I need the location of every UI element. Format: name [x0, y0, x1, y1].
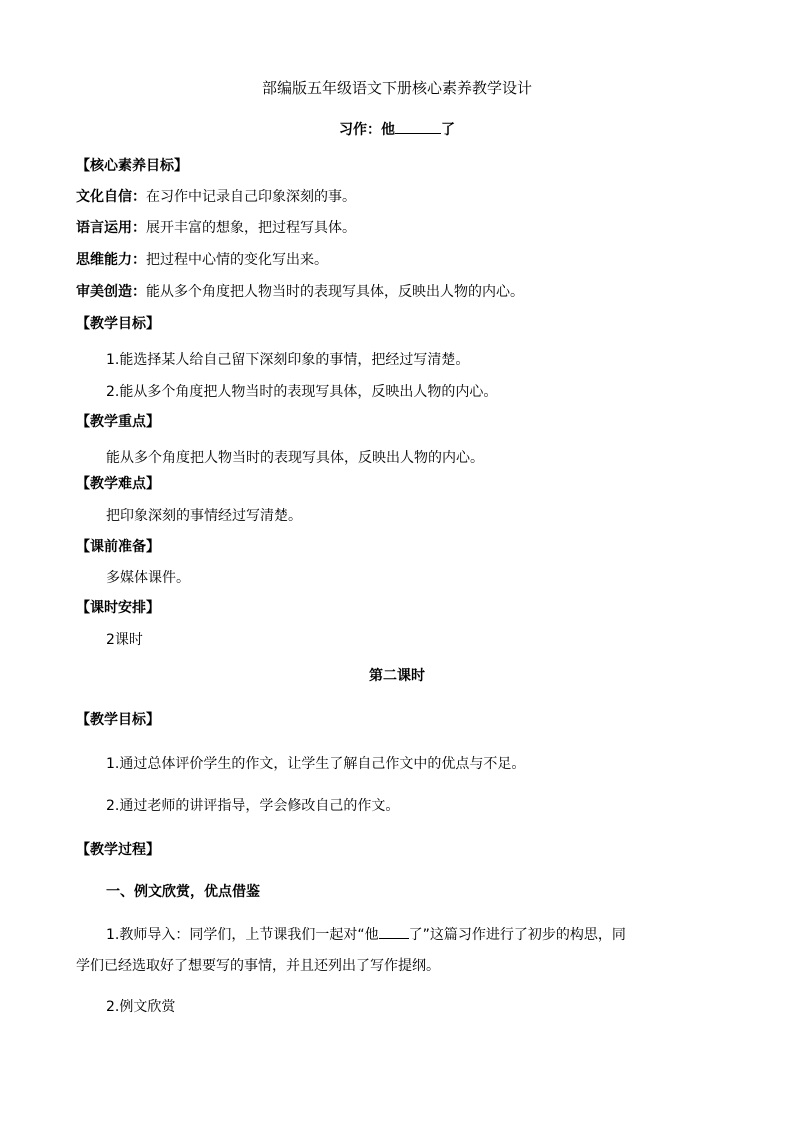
- paragraph-line: 2.例文欣赏: [106, 999, 176, 1015]
- core-item-label: 思维能力：: [76, 252, 146, 268]
- paragraph-text-a: 1.教师导入：同学们，上节课我们一起对“他: [106, 927, 379, 943]
- schedule-text: 2课时: [106, 632, 143, 648]
- goal-item: 1.能选择某人给自己留下深刻印象的事情，把经过写清楚。: [106, 352, 470, 368]
- heading-preparation: 【课前准备】: [76, 539, 160, 555]
- section-heading: 一、例文欣赏，优点借鉴: [106, 884, 260, 900]
- subtitle-suffix: 了: [441, 122, 455, 138]
- core-item: [76, 250, 328, 270]
- document-subtitle: [0, 120, 794, 140]
- core-item-text: 把过程中心情的变化写出来。: [146, 252, 328, 268]
- core-item-label: 语言运用：: [76, 220, 146, 236]
- core-item-label: 审美创造：: [76, 284, 146, 300]
- heading-core-goals: 【核心素养目标】: [76, 158, 188, 174]
- core-item: [76, 187, 356, 207]
- preparation-text: 多媒体课件。: [106, 570, 190, 586]
- lesson-title: 第二课时: [369, 668, 425, 684]
- goal2-item: 2.通过老师的讲评指导，学会修改自己的作文。: [106, 798, 400, 814]
- heading-schedule: 【课时安排】: [76, 600, 160, 616]
- paragraph-text-b: 了”这篇习作进行了初步的构思，同: [408, 927, 626, 943]
- goal2-item: 1.通过总体评价学生的作文，让学生了解自己作文中的优点与不足。: [106, 756, 526, 772]
- key-points-text: 能从多个角度把人物当时的表现写具体，反映出人物的内心。: [106, 450, 484, 466]
- document-title: 部编版五年级语文下册核心素养教学设计: [261, 79, 532, 97]
- heading-difficulties: 【教学难点】: [76, 476, 160, 492]
- heading-teaching-process: 【教学过程】: [76, 842, 160, 858]
- subtitle-prefix: 习作：他: [339, 122, 395, 138]
- goal-item: 2.能从多个角度把人物当时的表现写具体，反映出人物的内心。: [106, 384, 498, 400]
- inline-blank: [379, 938, 409, 939]
- heading-teaching-goals-2: 【教学目标】: [76, 712, 160, 728]
- core-item-text: 能从多个角度把人物当时的表现写具体，反映出人物的内心。: [146, 284, 524, 300]
- heading-teaching-goals: 【教学目标】: [76, 316, 160, 332]
- core-item: [76, 282, 524, 302]
- core-item-text: 展开丰富的想象，把过程写具体。: [146, 220, 356, 236]
- paragraph-line: [106, 925, 626, 945]
- subtitle-blank: [395, 133, 441, 134]
- core-item: [76, 218, 356, 238]
- difficulties-text: 把印象深刻的事情经过写清楚。: [106, 508, 302, 524]
- core-item-label: 文化自信：: [76, 189, 146, 205]
- core-item-text: 在习作中记录自己印象深刻的事。: [146, 189, 356, 205]
- paragraph-line: 学们已经选取好了想要写的事情，并且还列出了写作提纲。: [76, 958, 440, 974]
- heading-key-points: 【教学重点】: [76, 414, 160, 430]
